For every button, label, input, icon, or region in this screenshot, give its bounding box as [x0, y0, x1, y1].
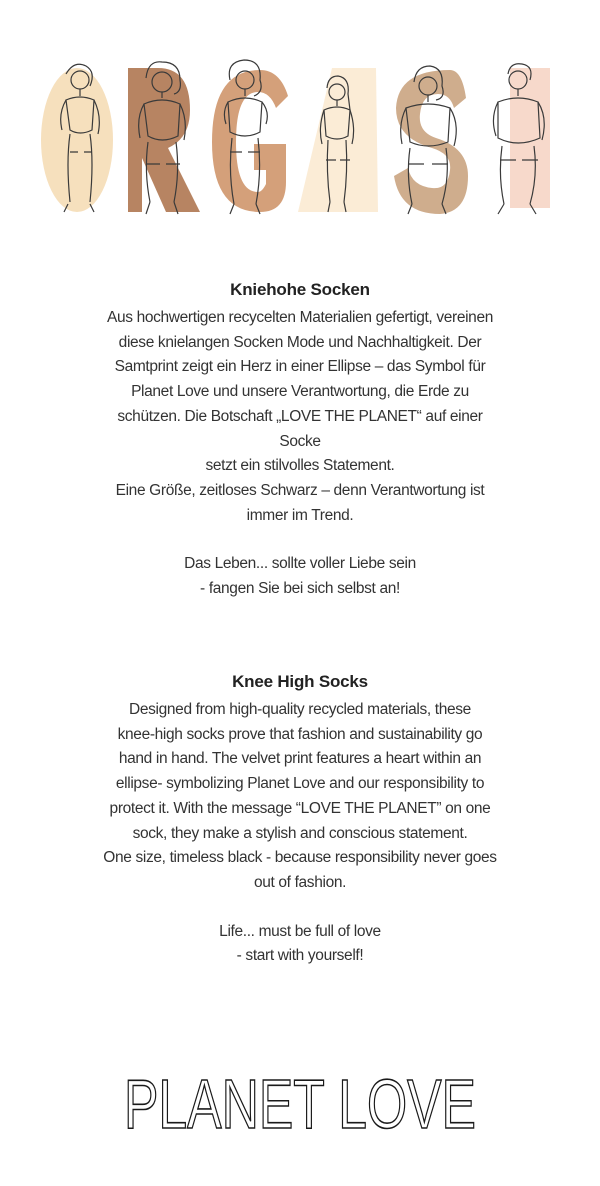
- english-slogan-line: Life... must be full of love: [219, 922, 381, 940]
- german-heading: Kniehohe Socken: [230, 280, 370, 299]
- logo-letter-a: [298, 68, 378, 212]
- english-line: Designed from high-quality recycled materials, these: [129, 701, 471, 718]
- german-line: Samtprint zeigt ein Herz in einer Ellipse – das Symbol für: [114, 358, 486, 376]
- english-line: sock, they make a stylish and conscious statement.: [132, 824, 468, 842]
- german-line: diese knielangen Socken Mode und Nachhaltigkeit. Der: [118, 333, 482, 351]
- english-line: One size, timeless black - because responsibility never goes: [103, 849, 497, 867]
- german-line: Aus hochwertigen recycelten Materialien gefertigt, vereinen: [106, 309, 493, 326]
- logo-letter-o: [41, 68, 113, 212]
- german-line: Planet Love und unsere Verantwortung, die Erde zu: [131, 383, 469, 401]
- german-line: setzt ein stilvolles Statement.: [205, 457, 395, 475]
- german-line: immer im Trend.: [246, 506, 354, 524]
- german-line: Eine Größe, zeitloses Schwarz – denn Verantwortung ist: [115, 481, 485, 499]
- german-line: schützen. Die Botschaft „LOVE THE PLANET“ auf einer Socke: [117, 407, 483, 450]
- planet-love-brand: [0, 1060, 600, 1140]
- english-slogan-line: - start with yourself!: [236, 947, 364, 965]
- english-line: ellipse- symbolizing Planet Love and our responsibility to: [115, 775, 485, 793]
- english-slogan: [95, 920, 505, 969]
- german-slogan-line: - fangen Sie bei sich selbst an!: [200, 580, 400, 598]
- english-line: hand in hand. The velvet print features a heart within an: [118, 750, 482, 768]
- german-description: [95, 306, 505, 528]
- logo-letter-s: [394, 70, 468, 214]
- orgasi-logo: [40, 52, 560, 227]
- english-section: [0, 672, 600, 969]
- german-section: [0, 280, 600, 602]
- logo-letter-g: [212, 70, 288, 212]
- english-line: knee-high socks prove that fashion and sustainability go: [117, 725, 483, 743]
- english-description: [95, 698, 505, 896]
- english-line: protect it. With the message “LOVE THE PLANET” on one: [109, 799, 491, 817]
- brand-text: PLANET LOVE: [124, 1065, 476, 1140]
- german-slogan-line: Das Leben... sollte voller Liebe sein: [184, 555, 416, 573]
- german-slogan: [95, 552, 505, 601]
- english-line: out of fashion.: [253, 873, 347, 891]
- english-heading: Knee High Socks: [232, 672, 368, 691]
